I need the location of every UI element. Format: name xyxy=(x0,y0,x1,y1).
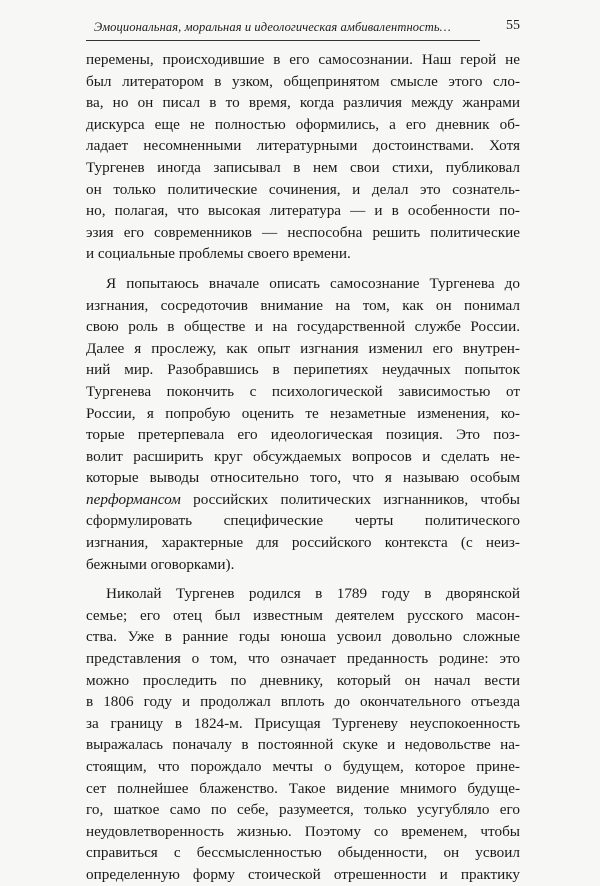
text-line: стоящим, что порождало мечты о будущем, которое прине- xyxy=(86,758,520,775)
paragraph-1 xyxy=(86,49,520,265)
running-head xyxy=(86,18,520,38)
text-line: сет полнейшее блаженство. Такое видение мнимого будуще- xyxy=(86,779,520,797)
text-line: в 1806 году и продолжал вплоть до окончательного отъезда xyxy=(86,693,520,711)
text-line: ний мир. Разобравшись в перипетиях неудачных попыток xyxy=(86,361,520,379)
text-line: изгнания, сосредоточив внимание на том, как он понимал xyxy=(86,296,520,314)
text-line: ства. Уже в ранние годы юноша усвоил довольно сложные xyxy=(86,628,520,646)
header-rule xyxy=(86,40,480,41)
text-line: дискурса еще не полностью оформились, а его дневник об- xyxy=(86,115,520,133)
text-line: свою роль в обществе и на государственной службе России. xyxy=(86,318,520,336)
text-line: го, шаткое само по себе, разумеется, только усугубляло его xyxy=(86,801,520,819)
text-line: бежными оговорками). xyxy=(86,555,235,573)
text-line: можно проследить по дневнику, который он начал вести xyxy=(86,671,520,689)
text-line: Далее я прослежу, как опыт изгнания изменил его внутрен- xyxy=(86,339,520,357)
text-line: Я попытаюсь вначале описать самосознание Тургенева до xyxy=(106,274,520,292)
text-line: семье; его отец был известным деятелем русского масон- xyxy=(86,606,520,624)
text-line: и социальные проблемы своего времени. xyxy=(86,245,351,263)
text-line: Тургенева покончить с психологической зависимостью от xyxy=(86,382,520,400)
text-line: за границу в 1824-м. Присущая Тургеневу неуспокоенность xyxy=(86,714,520,732)
text-line: России, я попробую оценить те незаметные изменения, ко- xyxy=(86,404,520,422)
text-line: справиться с бессмысленностью обыденности, он усвоил xyxy=(86,844,520,862)
text-line: которые выводы относительно того, что я называю особым xyxy=(86,469,520,487)
text-line xyxy=(86,489,520,511)
paragraph-2 xyxy=(86,273,520,575)
text-line: перемены, происходившие в его самосознании. Наш герой не xyxy=(86,51,520,68)
text-line: но, полагая, что высокая литература — и в особенности по- xyxy=(86,202,520,220)
text-line: неудовлетворенность жизнью. Поэтому со временем, чтобы xyxy=(86,822,520,840)
text-line: ва, но он писал в то время, когда различия между жанрами xyxy=(86,94,520,112)
text-fragment: российских политических изгнанников, чтобы xyxy=(180,490,520,508)
text-line: ладает несомненными литературными достоинствами. Хотя xyxy=(86,137,520,155)
text-line: волит расширить круг обсуждаемых вопросов и сделать не- xyxy=(86,447,520,465)
text-line: представления о том, что означает преданность родине: это xyxy=(86,650,520,668)
paragraph-3 xyxy=(86,583,520,885)
text-line: Тургенев иногда записывал в нем свои стихи, публиковал xyxy=(86,158,520,176)
text-line: сформулировать специфические черты политического xyxy=(86,512,520,530)
text-line: изгнания, характерные для российского контекста (с неиз- xyxy=(86,534,520,552)
body-text xyxy=(86,49,520,886)
text-line: эзия его современников — неспособна решить политические xyxy=(86,223,520,241)
text-line: он только политические сочинения, и делал это сознатель- xyxy=(86,180,520,198)
text-line: был литератором в узком, общепринятом смысле этого сло- xyxy=(86,72,520,90)
text-line: определенную форму стоической отрешенности и практику xyxy=(86,865,520,883)
text-line: торые претерпевала его идеологическая позиция. Это поз- xyxy=(86,426,520,444)
italic-term: перформансом xyxy=(86,490,181,508)
page-number: 55 xyxy=(506,18,520,33)
text-line: выражалась поначалу в постоянной скуке и недовольстве на- xyxy=(86,736,520,754)
text-line: Николай Тургенев родился в 1789 году в дворянской xyxy=(106,585,520,603)
running-title: Эмоциональная, моральная и идеологическая амбивалентность… xyxy=(94,20,451,34)
